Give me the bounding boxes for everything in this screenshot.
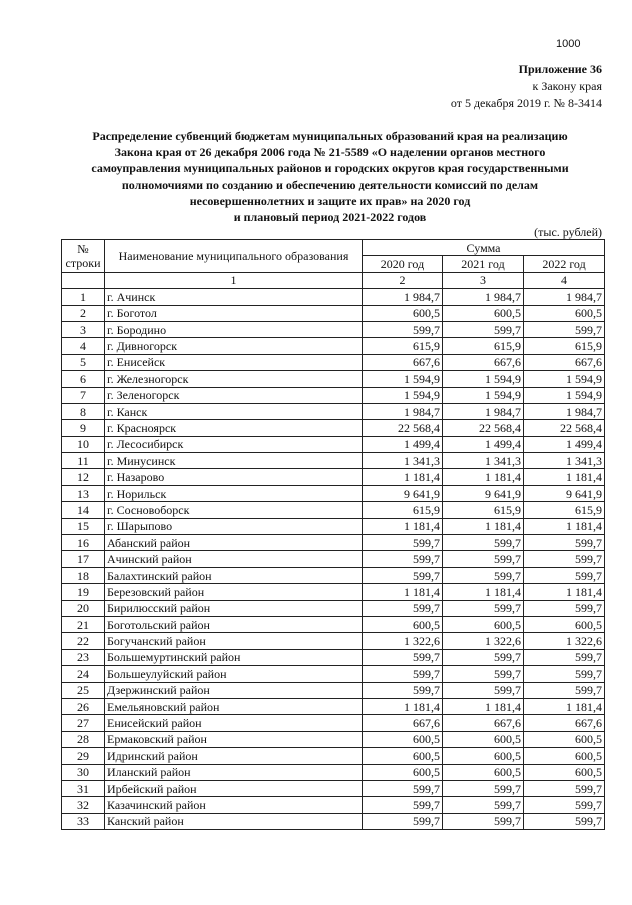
table-body bbox=[62, 289, 605, 830]
table-row bbox=[62, 731, 605, 747]
value-2021: 1 594,9 bbox=[443, 371, 524, 387]
value-2022: 599,7 bbox=[524, 567, 605, 583]
row-number: 29 bbox=[62, 748, 105, 764]
value-2021: 1 499,4 bbox=[443, 436, 524, 452]
municipality-name: Балахтинский район bbox=[105, 567, 363, 583]
value-2022: 1 594,9 bbox=[524, 371, 605, 387]
subventions-table bbox=[61, 239, 605, 830]
municipality-name: Дзержинский район bbox=[105, 682, 363, 698]
row-number: 12 bbox=[62, 469, 105, 485]
municipality-name: Большемуртинский район bbox=[105, 649, 363, 665]
value-2022: 599,7 bbox=[524, 666, 605, 682]
municipality-name: г. Ачинск bbox=[105, 289, 363, 305]
value-2020: 599,7 bbox=[363, 567, 443, 583]
value-2021: 600,5 bbox=[443, 616, 524, 632]
title-line: Закона края от 26 декабря 2006 года № 21-5589 «О наделении органов местного bbox=[114, 145, 546, 160]
row-number: 21 bbox=[62, 616, 105, 632]
table-row bbox=[62, 600, 605, 616]
page-number: 1000 bbox=[556, 38, 581, 50]
value-2020: 600,5 bbox=[363, 616, 443, 632]
value-2020: 1 181,4 bbox=[363, 518, 443, 534]
row-number: 11 bbox=[62, 453, 105, 469]
value-2022: 1 181,4 bbox=[524, 469, 605, 485]
header-row-number: № строки bbox=[62, 240, 105, 273]
appendix-law-ref: к Закону края bbox=[532, 79, 602, 93]
value-2020: 599,7 bbox=[363, 600, 443, 616]
table-row bbox=[62, 436, 605, 452]
value-2021: 9 641,9 bbox=[443, 485, 524, 501]
value-2021: 1 181,4 bbox=[443, 584, 524, 600]
value-2021: 599,7 bbox=[443, 649, 524, 665]
header-index: 1 bbox=[105, 272, 363, 288]
value-2022: 1 181,4 bbox=[524, 584, 605, 600]
table-row bbox=[62, 453, 605, 469]
row-number: 9 bbox=[62, 420, 105, 436]
municipality-name: г. Сосновоборск bbox=[105, 502, 363, 518]
value-2020: 1 322,6 bbox=[363, 633, 443, 649]
value-2020: 599,7 bbox=[363, 649, 443, 665]
table-row bbox=[62, 666, 605, 682]
municipality-name: г. Канск bbox=[105, 403, 363, 419]
value-2020: 22 568,4 bbox=[363, 420, 443, 436]
row-number: 17 bbox=[62, 551, 105, 567]
municipality-name: г. Назарово bbox=[105, 469, 363, 485]
table-row bbox=[62, 502, 605, 518]
header-index: 3 bbox=[443, 272, 524, 288]
table-row bbox=[62, 535, 605, 551]
table-row bbox=[62, 649, 605, 665]
table-row bbox=[62, 616, 605, 632]
value-2021: 1 181,4 bbox=[443, 518, 524, 534]
municipality-name: Ирбейский район bbox=[105, 780, 363, 796]
value-2020: 615,9 bbox=[363, 502, 443, 518]
value-2022: 600,5 bbox=[524, 305, 605, 321]
value-2022: 600,5 bbox=[524, 616, 605, 632]
value-2021: 1 341,3 bbox=[443, 453, 524, 469]
value-2020: 667,6 bbox=[363, 354, 443, 370]
value-2021: 599,7 bbox=[443, 682, 524, 698]
value-2020: 599,7 bbox=[363, 535, 443, 551]
value-2022: 599,7 bbox=[524, 813, 605, 829]
table-row bbox=[62, 748, 605, 764]
header-sum: Сумма bbox=[363, 240, 605, 256]
value-2021: 599,7 bbox=[443, 535, 524, 551]
value-2022: 600,5 bbox=[524, 731, 605, 747]
value-2020: 599,7 bbox=[363, 321, 443, 337]
value-2021: 599,7 bbox=[443, 567, 524, 583]
value-2022: 600,5 bbox=[524, 748, 605, 764]
value-2020: 600,5 bbox=[363, 731, 443, 747]
value-2022: 1 594,9 bbox=[524, 387, 605, 403]
value-2020: 599,7 bbox=[363, 797, 443, 813]
table-row bbox=[62, 698, 605, 714]
value-2022: 615,9 bbox=[524, 502, 605, 518]
row-number: 10 bbox=[62, 436, 105, 452]
units-label: (тыс. рублей) bbox=[534, 225, 602, 239]
value-2021: 1 594,9 bbox=[443, 387, 524, 403]
table-row bbox=[62, 387, 605, 403]
value-2022: 1 181,4 bbox=[524, 698, 605, 714]
value-2022: 9 641,9 bbox=[524, 485, 605, 501]
value-2020: 9 641,9 bbox=[363, 485, 443, 501]
value-2022: 22 568,4 bbox=[524, 420, 605, 436]
row-number: 16 bbox=[62, 535, 105, 551]
municipality-name: Иланский район bbox=[105, 764, 363, 780]
row-number: 14 bbox=[62, 502, 105, 518]
value-2022: 599,7 bbox=[524, 321, 605, 337]
table-row bbox=[62, 469, 605, 485]
municipality-name: Бирилюсский район bbox=[105, 600, 363, 616]
table-row bbox=[62, 485, 605, 501]
value-2022: 599,7 bbox=[524, 551, 605, 567]
row-number: 33 bbox=[62, 813, 105, 829]
table-row bbox=[62, 420, 605, 436]
municipality-name: Абанский район bbox=[105, 535, 363, 551]
value-2022: 667,6 bbox=[524, 354, 605, 370]
value-2021: 1 984,7 bbox=[443, 289, 524, 305]
title-line: полномочиями по созданию и обеспечению деятельности комиссий по делам bbox=[121, 177, 539, 192]
header-index: 4 bbox=[524, 272, 605, 288]
value-2021: 615,9 bbox=[443, 338, 524, 354]
table-row bbox=[62, 338, 605, 354]
table-row bbox=[62, 780, 605, 796]
value-2022: 599,7 bbox=[524, 682, 605, 698]
municipality-name: г. Лесосибирск bbox=[105, 436, 363, 452]
value-2020: 600,5 bbox=[363, 305, 443, 321]
municipality-name: Канский район bbox=[105, 813, 363, 829]
value-2021: 600,5 bbox=[443, 305, 524, 321]
row-number: 15 bbox=[62, 518, 105, 534]
municipality-name: г. Бородино bbox=[105, 321, 363, 337]
value-2022: 599,7 bbox=[524, 797, 605, 813]
header-index: 2 bbox=[363, 272, 443, 288]
municipality-name: Казачинский район bbox=[105, 797, 363, 813]
value-2021: 600,5 bbox=[443, 764, 524, 780]
table-row bbox=[62, 567, 605, 583]
table-row bbox=[62, 403, 605, 419]
value-2021: 599,7 bbox=[443, 600, 524, 616]
table-row bbox=[62, 682, 605, 698]
row-number: 3 bbox=[62, 321, 105, 337]
value-2022: 599,7 bbox=[524, 600, 605, 616]
value-2021: 1 984,7 bbox=[443, 403, 524, 419]
value-2022: 1 341,3 bbox=[524, 453, 605, 469]
value-2020: 1 984,7 bbox=[363, 289, 443, 305]
value-2022: 599,7 bbox=[524, 649, 605, 665]
value-2021: 1 181,4 bbox=[443, 469, 524, 485]
row-number: 23 bbox=[62, 649, 105, 665]
row-number: 32 bbox=[62, 797, 105, 813]
table-row bbox=[62, 551, 605, 567]
municipality-name: Емельяновский район bbox=[105, 698, 363, 714]
municipality-name: Боготольский район bbox=[105, 616, 363, 632]
municipality-name: Енисейский район bbox=[105, 715, 363, 731]
row-number: 4 bbox=[62, 338, 105, 354]
header-year-2022: 2022 год bbox=[524, 256, 605, 272]
municipality-name: г. Зеленогорск bbox=[105, 387, 363, 403]
municipality-name: Идринский район bbox=[105, 748, 363, 764]
value-2022: 1 499,4 bbox=[524, 436, 605, 452]
title-line: Распределение субвенций бюджетам муниципальных образований края на реализацию bbox=[92, 129, 568, 143]
appendix-block bbox=[451, 61, 602, 112]
value-2020: 1 594,9 bbox=[363, 387, 443, 403]
value-2022: 1 181,4 bbox=[524, 518, 605, 534]
value-2022: 667,6 bbox=[524, 715, 605, 731]
municipality-name: г. Минусинск bbox=[105, 453, 363, 469]
table-row bbox=[62, 584, 605, 600]
table-row bbox=[62, 518, 605, 534]
table-row bbox=[62, 797, 605, 813]
table-row bbox=[62, 764, 605, 780]
row-number: 28 bbox=[62, 731, 105, 747]
table-row bbox=[62, 305, 605, 321]
row-number: 1 bbox=[62, 289, 105, 305]
value-2022: 615,9 bbox=[524, 338, 605, 354]
municipality-name: Ермаковский район bbox=[105, 731, 363, 747]
row-number: 5 bbox=[62, 354, 105, 370]
value-2022: 1 984,7 bbox=[524, 403, 605, 419]
value-2021: 599,7 bbox=[443, 797, 524, 813]
appendix-title: Приложение 36 bbox=[518, 62, 602, 76]
value-2022: 1 984,7 bbox=[524, 289, 605, 305]
row-number: 18 bbox=[62, 567, 105, 583]
value-2020: 600,5 bbox=[363, 748, 443, 764]
header-year-2021: 2021 год bbox=[443, 256, 524, 272]
document-title bbox=[60, 128, 600, 225]
row-number: 7 bbox=[62, 387, 105, 403]
value-2021: 600,5 bbox=[443, 748, 524, 764]
row-number: 24 bbox=[62, 666, 105, 682]
row-number: 2 bbox=[62, 305, 105, 321]
value-2020: 615,9 bbox=[363, 338, 443, 354]
value-2021: 615,9 bbox=[443, 502, 524, 518]
value-2021: 1 322,6 bbox=[443, 633, 524, 649]
value-2021: 599,7 bbox=[443, 551, 524, 567]
table-row bbox=[62, 371, 605, 387]
municipality-name: г. Шарыпово bbox=[105, 518, 363, 534]
row-number: 20 bbox=[62, 600, 105, 616]
header-name: Наименование муниципального образования bbox=[105, 240, 363, 273]
value-2020: 599,7 bbox=[363, 682, 443, 698]
municipality-name: г. Норильск bbox=[105, 485, 363, 501]
row-number: 27 bbox=[62, 715, 105, 731]
value-2020: 599,7 bbox=[363, 551, 443, 567]
table-row bbox=[62, 813, 605, 829]
row-number: 26 bbox=[62, 698, 105, 714]
value-2021: 667,6 bbox=[443, 715, 524, 731]
row-number: 19 bbox=[62, 584, 105, 600]
municipality-name: г. Дивногорск bbox=[105, 338, 363, 354]
appendix-date: от 5 декабря 2019 г. № 8-3414 bbox=[450, 96, 602, 110]
header-index bbox=[62, 272, 105, 288]
municipality-name: г. Железногорск bbox=[105, 371, 363, 387]
municipality-name: г. Красноярск bbox=[105, 420, 363, 436]
value-2020: 599,7 bbox=[363, 666, 443, 682]
value-2021: 1 181,4 bbox=[443, 698, 524, 714]
table-row bbox=[62, 289, 605, 305]
value-2020: 599,7 bbox=[363, 813, 443, 829]
table-row bbox=[62, 715, 605, 731]
value-2020: 1 341,3 bbox=[363, 453, 443, 469]
value-2021: 667,6 bbox=[443, 354, 524, 370]
value-2021: 22 568,4 bbox=[443, 420, 524, 436]
value-2020: 1 499,4 bbox=[363, 436, 443, 452]
municipality-name: Березовский район bbox=[105, 584, 363, 600]
value-2021: 599,7 bbox=[443, 321, 524, 337]
value-2022: 600,5 bbox=[524, 764, 605, 780]
title-line: несовершеннолетних и защите их прав» на 2020 год bbox=[189, 193, 471, 208]
value-2020: 1 181,4 bbox=[363, 584, 443, 600]
value-2020: 1 181,4 bbox=[363, 469, 443, 485]
municipality-name: Ачинский район bbox=[105, 551, 363, 567]
municipality-name: Большеулуйский район bbox=[105, 666, 363, 682]
value-2022: 599,7 bbox=[524, 780, 605, 796]
header-year-2020: 2020 год bbox=[363, 256, 443, 272]
row-number: 8 bbox=[62, 403, 105, 419]
municipality-name: г. Енисейск bbox=[105, 354, 363, 370]
row-number: 6 bbox=[62, 371, 105, 387]
row-number: 25 bbox=[62, 682, 105, 698]
value-2022: 599,7 bbox=[524, 535, 605, 551]
value-2020: 667,6 bbox=[363, 715, 443, 731]
municipality-name: г. Боготол bbox=[105, 305, 363, 321]
value-2020: 599,7 bbox=[363, 780, 443, 796]
title-line: и плановый период 2021-2022 годов bbox=[233, 210, 427, 225]
table-row bbox=[62, 633, 605, 649]
value-2020: 1 594,9 bbox=[363, 371, 443, 387]
value-2021: 600,5 bbox=[443, 731, 524, 747]
value-2022: 1 322,6 bbox=[524, 633, 605, 649]
row-number: 31 bbox=[62, 780, 105, 796]
table-row bbox=[62, 354, 605, 370]
value-2020: 600,5 bbox=[363, 764, 443, 780]
value-2021: 599,7 bbox=[443, 780, 524, 796]
row-number: 22 bbox=[62, 633, 105, 649]
municipality-name: Богучанский район bbox=[105, 633, 363, 649]
row-number: 30 bbox=[62, 764, 105, 780]
title-line: самоуправления муниципальных районов и городских округов края государственными bbox=[91, 161, 569, 176]
value-2021: 599,7 bbox=[443, 813, 524, 829]
row-number: 13 bbox=[62, 485, 105, 501]
value-2020: 1 984,7 bbox=[363, 403, 443, 419]
value-2020: 1 181,4 bbox=[363, 698, 443, 714]
value-2021: 599,7 bbox=[443, 666, 524, 682]
table-row bbox=[62, 321, 605, 337]
